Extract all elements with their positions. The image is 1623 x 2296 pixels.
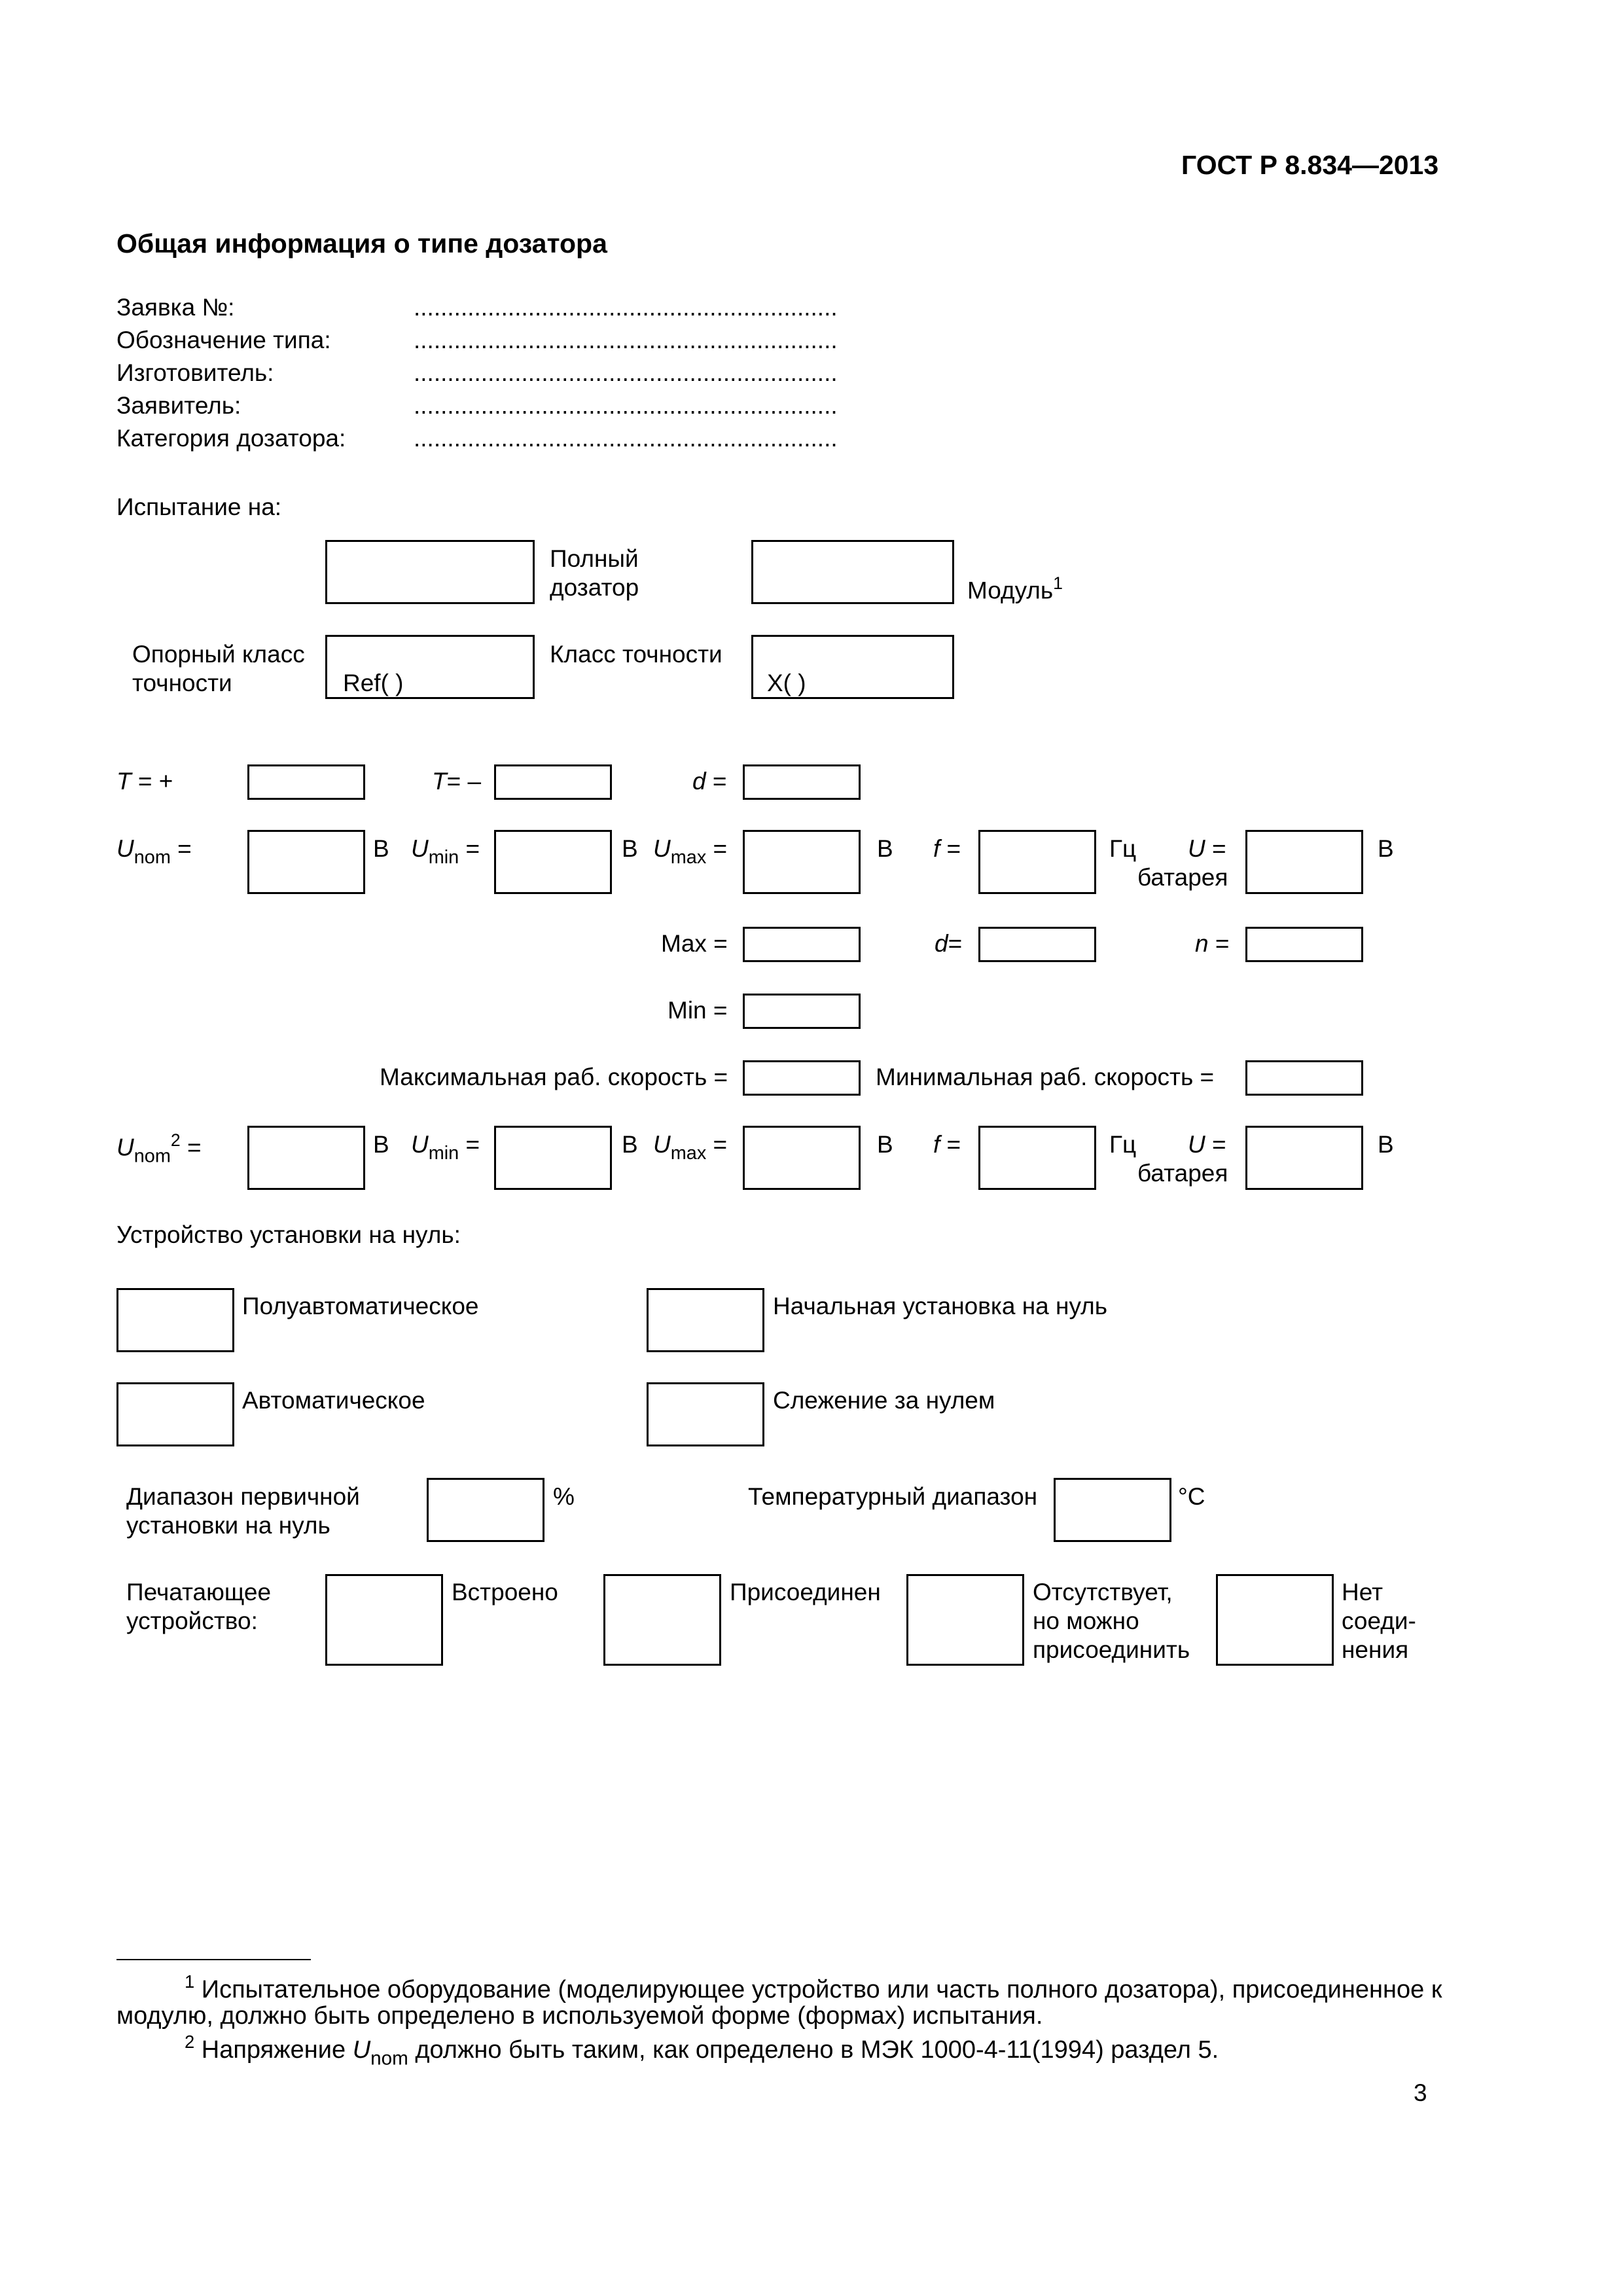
applicant-label: Заявитель:	[116, 392, 241, 419]
footnote-1-continued: модулю, должно быть определено в используемой форме (формах) испытания.	[116, 2002, 1043, 2030]
min-field[interactable]	[743, 994, 861, 1029]
t-minus-label: T= –	[432, 768, 482, 795]
module-footnote-ref: 1	[1053, 573, 1063, 593]
u-battery2-label: U =	[1188, 1131, 1226, 1158]
type-designation-field[interactable]: ...............................................................	[414, 327, 838, 353]
d-field[interactable]	[743, 764, 861, 800]
f2-field[interactable]	[978, 1126, 1096, 1190]
u-battery2-unit: В	[1378, 1131, 1394, 1158]
printer-connected-label: Присоединен	[730, 1579, 881, 1605]
t-plus-label: T = +	[116, 768, 173, 795]
module-label: Модуль$^1$	[967, 573, 1063, 604]
printer-builtin-label: Встроено	[452, 1579, 558, 1605]
u-battery2-field[interactable]	[1245, 1126, 1363, 1190]
u-max2-field[interactable]	[743, 1126, 861, 1190]
standard-number: ГОСТ Р 8.834—2013	[1181, 150, 1439, 180]
u-max2-label: $U_{max}$ =	[653, 1131, 728, 1164]
f2-unit: Гц	[1109, 1131, 1137, 1158]
zero-range-label-1: Диапазон первичной	[126, 1483, 360, 1510]
footnote-2-number: 2	[185, 2032, 195, 2052]
printer-connected-checkbox[interactable]	[603, 1574, 721, 1666]
f-label: f =	[933, 835, 961, 862]
auto-label: Автоматическое	[242, 1387, 425, 1414]
n-label: n =	[1195, 930, 1230, 957]
full-dozer-label-2: дозатор	[550, 574, 639, 601]
printer-absent-label-2: но можно	[1033, 1607, 1139, 1634]
max-label: Max =	[661, 930, 728, 957]
temp-range-field[interactable]	[1054, 1478, 1171, 1542]
u-max2-unit: В	[877, 1131, 893, 1158]
min-label: Min =	[668, 997, 728, 1024]
u-nom-field[interactable]	[247, 830, 365, 894]
f-field[interactable]	[978, 830, 1096, 894]
u-battery-unit: В	[1378, 835, 1394, 862]
f-unit: Гц	[1109, 835, 1137, 862]
auto-checkbox[interactable]	[116, 1382, 234, 1446]
full-dozer-label-1: Полный	[550, 545, 639, 572]
u-battery-label: U =	[1188, 835, 1226, 862]
printer-label-1: Печатающее	[126, 1579, 272, 1605]
category-field[interactable]: ...............................................................	[414, 425, 838, 452]
max-field[interactable]	[743, 927, 861, 962]
ref-class-value: Ref( )	[343, 670, 404, 696]
zero-range-field[interactable]	[427, 1478, 544, 1542]
u-min2-label: $U_{min}$ =	[411, 1131, 480, 1164]
accuracy-class-value: X( )	[767, 670, 806, 696]
f2-label: f =	[933, 1131, 961, 1158]
ref-class-label-2: точности	[132, 670, 232, 696]
printer-absent-label-3: присоединить	[1033, 1636, 1190, 1663]
zero-range-label-2: установки на нуль	[126, 1512, 330, 1539]
footnote-1: $^1$ Испытательное оборудование (моделирующее устройство или часть полного дозатора), присоединенное к	[185, 1971, 1442, 2004]
u-max-unit: В	[877, 835, 893, 862]
percent-unit: %	[553, 1483, 575, 1510]
d2-field[interactable]	[978, 927, 1096, 962]
u-max-label: $U_{max}$ =	[653, 835, 728, 869]
semi-auto-checkbox[interactable]	[116, 1288, 234, 1352]
u-min-unit: В	[622, 835, 638, 862]
u-min-label: $U_{min}$ =	[411, 835, 480, 869]
accuracy-class-label: Класс точности	[550, 641, 722, 668]
n-field[interactable]	[1245, 927, 1363, 962]
footnote-2: $^2$ Напряжение $U_{nom}$ должно быть таким, как определено в МЭК 1000-4-11(1994) раздел 5.	[185, 2032, 1219, 2070]
applicant-field[interactable]: ...............................................................	[414, 392, 838, 419]
manufacturer-field[interactable]: ...............................................................	[414, 359, 838, 386]
semi-auto-label: Полуавтоматическое	[242, 1293, 479, 1319]
printer-none-label-3: нения	[1342, 1636, 1409, 1663]
celsius-unit: °C	[1178, 1483, 1205, 1510]
application-no-field[interactable]: ...............................................................	[414, 294, 838, 321]
max-speed-label: Максимальная раб. скорость =	[380, 1064, 728, 1090]
u-nom-unit: В	[373, 835, 389, 862]
printer-builtin-checkbox[interactable]	[325, 1574, 443, 1666]
d-label: d =	[692, 768, 727, 795]
u-min-field[interactable]	[494, 830, 612, 894]
printer-label-2: устройство:	[126, 1607, 258, 1634]
min-speed-label: Минимальная раб. скорость =	[876, 1064, 1215, 1090]
footnote-separator	[116, 1959, 311, 1960]
zero-tracking-label: Слежение за нулем	[773, 1387, 995, 1414]
category-label: Категория дозатора:	[116, 425, 346, 452]
battery-label: батарея	[1137, 864, 1228, 891]
ref-class-label-1: Опорный класс	[132, 641, 305, 668]
footnote-1-number: 1	[185, 1971, 195, 1992]
t-minus-field[interactable]	[494, 764, 612, 800]
full-dozer-checkbox[interactable]	[325, 540, 535, 604]
u-battery-field[interactable]	[1245, 830, 1363, 894]
printer-none-label-2: соеди-	[1342, 1607, 1416, 1634]
u-min2-field[interactable]	[494, 1126, 612, 1190]
u-nom2-field[interactable]	[247, 1126, 365, 1190]
initial-zero-label: Начальная установка на нуль	[773, 1293, 1108, 1319]
battery2-label: батарея	[1137, 1160, 1228, 1187]
page-number: 3	[1414, 2079, 1427, 2106]
test-label: Испытание на:	[116, 493, 282, 520]
min-speed-field[interactable]	[1245, 1060, 1363, 1096]
type-designation-label: Обозначение типа:	[116, 327, 331, 353]
max-speed-field[interactable]	[743, 1060, 861, 1096]
zero-setting-label: Устройство установки на нуль:	[116, 1221, 461, 1248]
t-plus-field[interactable]	[247, 764, 365, 800]
printer-absent-label-1: Отсутствует,	[1033, 1579, 1173, 1605]
application-no-label: Заявка №:	[116, 294, 235, 321]
u-nom2-footnote-ref: 2	[170, 1130, 181, 1150]
printer-absent-checkbox[interactable]	[906, 1574, 1024, 1666]
module-checkbox[interactable]	[751, 540, 954, 604]
u-nom2-label: $U_{nom}^2$ =	[116, 1130, 202, 1167]
u-nom2-unit: В	[373, 1131, 389, 1158]
temp-range-label: Температурный диапазон	[748, 1483, 1038, 1510]
printer-none-label-1: Нет	[1342, 1579, 1383, 1605]
u-max-field[interactable]	[743, 830, 861, 894]
d2-label: d=	[935, 930, 963, 957]
zero-tracking-checkbox[interactable]	[647, 1382, 764, 1446]
u-min2-unit: В	[622, 1131, 638, 1158]
printer-none-checkbox[interactable]	[1216, 1574, 1334, 1666]
section-title: Общая информация о типе дозатора	[116, 228, 607, 259]
manufacturer-label: Изготовитель:	[116, 359, 274, 386]
u-nom-label: $U_{nom}$ =	[116, 835, 192, 869]
initial-zero-checkbox[interactable]	[647, 1288, 764, 1352]
